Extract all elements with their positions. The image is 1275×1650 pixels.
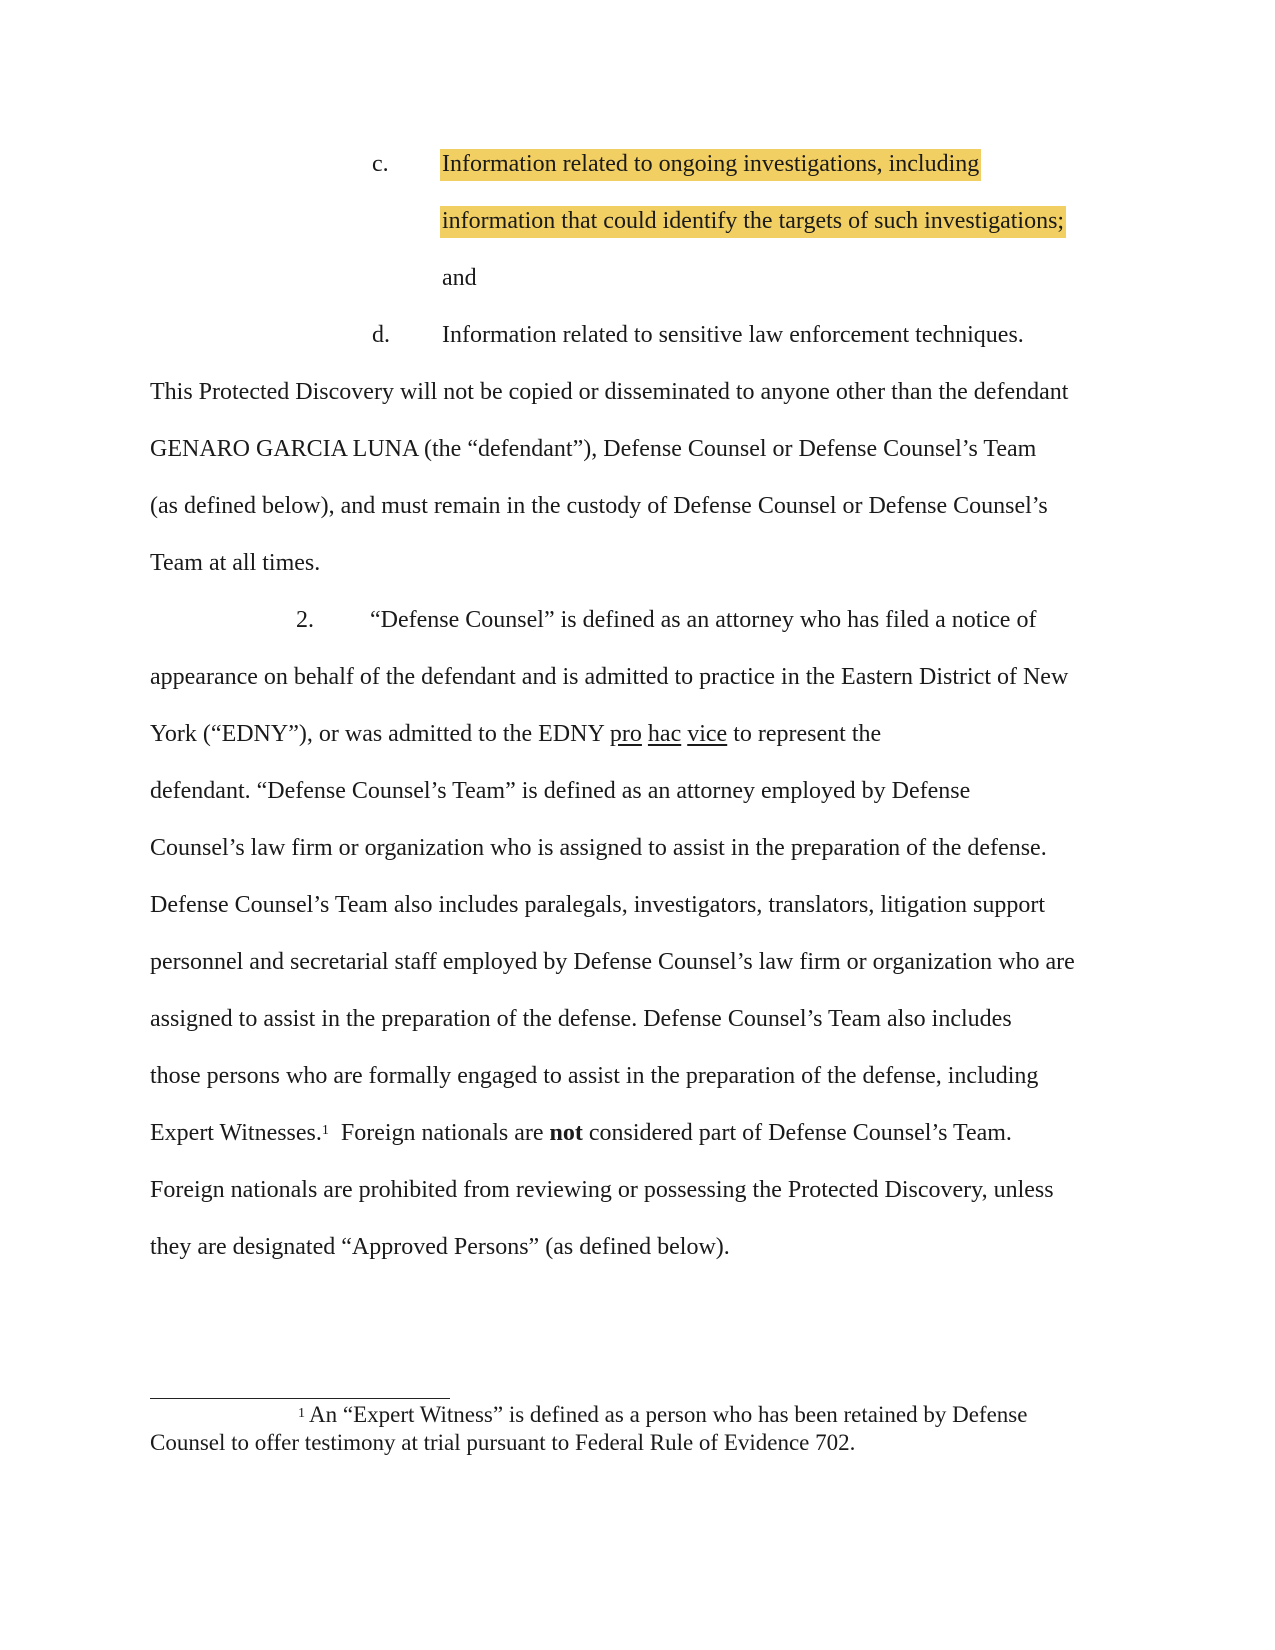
paragraph-line: “Defense Counsel” is defined as an attorney who has filed a notice of (370, 607, 1037, 633)
text-run: An “Expert Witness” is defined as a person who has been retained by Defense (309, 1402, 1028, 1427)
footnote-line-2: Counsel to offer testimony at trial pursuant to Federal Rule of Evidence 702. (150, 1430, 856, 1455)
paragraph-line: Foreign nationals are prohibited from reviewing or possessing the Protected Discovery, unless (150, 1177, 1054, 1203)
highlighted-text: information that could identify the targets of such investigations; (440, 206, 1066, 238)
paragraph-line (150, 1118, 1012, 1148)
pro-hac-vice-term: pro (609, 721, 642, 747)
paragraph-line: appearance on behalf of the defendant and is admitted to practice in the Eastern District of New (150, 664, 1069, 690)
highlighted-text: Information related to ongoing investigations, including (440, 149, 981, 181)
footnote-separator (150, 1398, 450, 1399)
text-run: considered part of Defense Counsel’s Team. (582, 1120, 1012, 1146)
pro-hac-vice-term: hac (647, 721, 682, 747)
item-c-label: c. (372, 151, 389, 177)
footnote-line-1 (298, 1401, 1027, 1429)
paragraph-line: Counsel’s law firm or organization who is assigned to assist in the preparation of the defense. (150, 835, 1047, 861)
text-run: Foreign nationals are (328, 1120, 550, 1146)
paragraph-line: personnel and secretarial staff employed by Defense Counsel’s law firm or organization who are (150, 949, 1075, 975)
paragraph-line: Defense Counsel’s Team also includes paralegals, investigators, translators, litigation support (150, 892, 1046, 918)
paragraph-number: 2. (296, 607, 314, 633)
item-c-line-2 (442, 206, 1066, 236)
paragraph-line: defendant. “Defense Counsel’s Team” is defined as an attorney employed by Defense (150, 778, 971, 804)
bold-term: not (549, 1120, 583, 1146)
footnote-mark: 1 (298, 1406, 305, 1421)
paragraph-line: they are designated “Approved Persons” (as defined below). (150, 1234, 730, 1260)
pro-hac-vice-term: vice (687, 721, 728, 747)
text-run: York (“EDNY”), or was admitted to the EDNY (150, 721, 610, 747)
paragraph-line: This Protected Discovery will not be copied or disseminated to anyone other than the defendant (150, 379, 1069, 405)
footnote-reference[interactable]: 1 (321, 1123, 329, 1138)
text-run: Expert Witnesses. (150, 1120, 322, 1146)
item-d-line-1: Information related to sensitive law enforcement techniques. (442, 322, 1024, 348)
paragraph-line (150, 719, 881, 749)
paragraph-line: assigned to assist in the preparation of the defense. Defense Counsel’s Team also includes (150, 1006, 1012, 1032)
paragraph-line: Team at all times. (150, 550, 321, 576)
item-c-line-1 (442, 149, 981, 179)
item-c-line-3: and (442, 265, 477, 291)
paragraph-line: (as defined below), and must remain in the custody of Defense Counsel or Defense Counsel’s (150, 493, 1048, 519)
item-d-label: d. (372, 322, 390, 348)
paragraph-line: GENARO GARCIA LUNA (the “defendant”), Defense Counsel or Defense Counsel’s Team (150, 436, 1037, 462)
paragraph-line: those persons who are formally engaged to assist in the preparation of the defense, including (150, 1063, 1039, 1089)
text-run: to represent the (727, 721, 882, 747)
